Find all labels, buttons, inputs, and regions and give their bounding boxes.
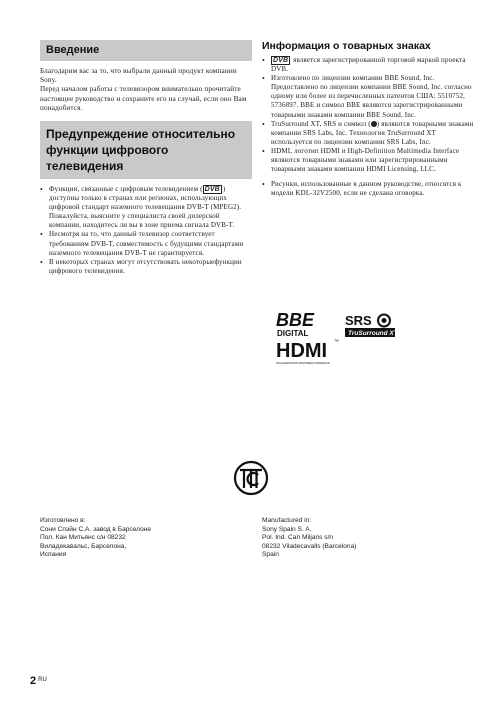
trademark-item: • Изготовлено по лицензии компании BBE Sound, Inc. Предоставлено по лицензии компании BBE Sound, Inc. согласно одному или более из перечисленных патентов США: 5510752, 5736897. BBE и символ BBE являются зарегистрированными товарными знаками компании BBE Sound, Inc.: [262, 74, 474, 119]
dvb-logo-icon: DVB: [204, 186, 220, 194]
hdmi-sub-text: HIGH-DEFINITION MULTIMEDIA INTERFACE: [276, 362, 330, 365]
warning-item: • В некоторых странах могут отсутствовать некоторыефункции цифрового телевидения.: [40, 258, 252, 276]
intro-heading: Введение: [40, 40, 252, 61]
gost-certification-icon: [231, 458, 271, 498]
manufacturer-en-line: Sony Spain S. A.: [262, 525, 312, 533]
trademarks-note-list: [262, 180, 474, 198]
trademark-note: • Рисунки, использованные в данном руководстве, относятся к модели KDL-32V2500, если не сделана оговорка.: [262, 180, 474, 198]
srs-sub-text: TruSurround XT: [348, 330, 398, 337]
trademarks-heading: Информация о товарных знаках: [262, 40, 431, 52]
manufacturer-ru: [40, 517, 151, 560]
manufacturer-ru-line: Сони Спэйн С.А. завод в Барселоне: [40, 525, 152, 533]
manufacturer-ru-line: Изготовлено в:: [40, 517, 86, 524]
dvb-logo-icon: DVB: [273, 57, 289, 64]
srs-logo-text: SRS: [345, 313, 372, 328]
trademark-item-text: является зарегистрированной торговой маркой проекта DVB.: [271, 56, 466, 74]
srs-dot-icon: [382, 318, 387, 323]
trademark-item-text-pre: TruSurround XT, SRS и символ (: [271, 119, 371, 128]
page-number-value: 2: [30, 675, 37, 687]
manufacturer-en-line: Manufactured in:: [262, 517, 312, 524]
warning-item: [40, 185, 252, 230]
bbe-digital-text: DIGITAL: [277, 329, 309, 338]
manufacturer-ru-line: Виладекавальс, Барселона,: [40, 542, 127, 550]
hdmi-logo-text: HDMI: [276, 340, 328, 362]
manufacturer-ru-line: Пол. Кан Митьянс c/н 08232: [40, 534, 126, 541]
warning-item-text-pre: Функции, связанные с цифровым телевидением (: [49, 185, 203, 194]
warning-item-text-post: ) доступны только в странах или регионах, использующих цифровой стандарт наземного телевещания DVB-T (MPEG2). Пожалуйста, выясните у специалиста своей дилерской компании, находитесь ли вы в зоне приема сигнала DVB-T.: [49, 185, 242, 230]
intro-paragraph-2: Перед началом работы с телевизором внимательно прочитайте настоящее руководство и сохраните его на случай, если оно Вам понадобится.: [40, 85, 247, 112]
right-column: [262, 40, 474, 198]
hdmi-tm-text: ™: [334, 339, 339, 345]
warning-heading: Предупреждение относительно функции цифрового телевидения: [40, 121, 252, 179]
warning-item: • Несмотря на то, что данный телевизор соответствует требованиям DVB-T, совместимость с будущими стандартами наземного телевещания DVB-T не гарантируется.: [40, 230, 252, 257]
manufacturer-en-line: 08232 Viladecavalls (Barcelona): [262, 542, 357, 550]
intro-paragraph-1: Благодарим вас за то, что выбрали данный продукт компании Sony.: [40, 67, 237, 85]
manufacturer-en-line: Pol. Ind. Can Miljans s/n: [262, 534, 334, 541]
left-column: [40, 40, 252, 276]
hdmi-logo: [274, 332, 344, 376]
trademarks-list: [262, 56, 474, 174]
page-number: [30, 675, 47, 687]
trademark-item: • HDMI, логотип HDMI и High-Definition Multimedia Interface являются товарными знаками или зарегистрированными товарными знаками компании HDMI Licensing, LLC.: [262, 147, 474, 174]
bbe-logo-text: BBE: [276, 310, 315, 330]
warning-list: [40, 185, 252, 276]
manufacturer-en-line: Spain: [262, 551, 279, 558]
trademark-item: [262, 120, 474, 147]
trademark-item-text-post: ) являются товарными знаками компании SRS Labs, Inc. Технология TruSurround XT используется по лицензии компании SRS Labs, Inc.: [271, 119, 474, 146]
srs-trusurround-logo: [343, 312, 403, 342]
manufacturer-en: [262, 517, 356, 560]
manufacturer-ru-line: Испания: [40, 551, 67, 558]
page-language: RU: [38, 677, 47, 683]
trademark-item: [262, 56, 474, 74]
